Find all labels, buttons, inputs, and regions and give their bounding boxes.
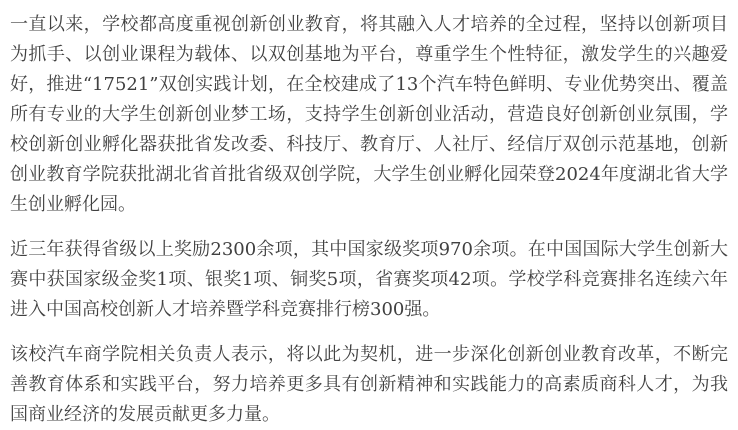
paragraph-intro-innovation-education: 一直以来，学校都高度重视创新创业教育，将其融入人才培养的全过程，坚持以创新项目为抓手、以创业课程为载体、以双创基地为平台，尊重学生个性特征，激发学生的兴趣爱好，推进“17521”双创实践计划，在全校建成了13个汽车特色鲜明、专业优势突出、覆盖所有专业的大学生创新创业梦工场，支持学生创新创业活动，营造良好创新创业氛围，学校创新创业孵化器获批省发改委、科技厅、教育厅、人社厅、经信厅双创示范基地，创新创业教育学院获批湖北省首批省级双创学院，大学生创业孵化园荣登2024年度湖北省大学生创业孵化园。 bbox=[10, 14, 728, 215]
paragraph-official-statement: 该校汽车商学院相关负责人表示，将以此为契机，进一步深化创新创业教育改革，不断完善教育体系和实践平台，努力培养更多具有创新精神和实践能力的高素质商科人才，为我国商业经济的发展贡献更多力量。 bbox=[10, 344, 728, 425]
paragraph-awards-statistics: 近三年获得省级以上奖励2300余项，其中国家级奖项970余项。在中国国际大学生创新大赛中获国家级金奖1项、银奖1项、铜奖5项，省赛奖项42项。学校学科竞赛排名连续六年进入中国高校创新人才培养暨学科竞赛排行榜300强。 bbox=[10, 239, 728, 320]
